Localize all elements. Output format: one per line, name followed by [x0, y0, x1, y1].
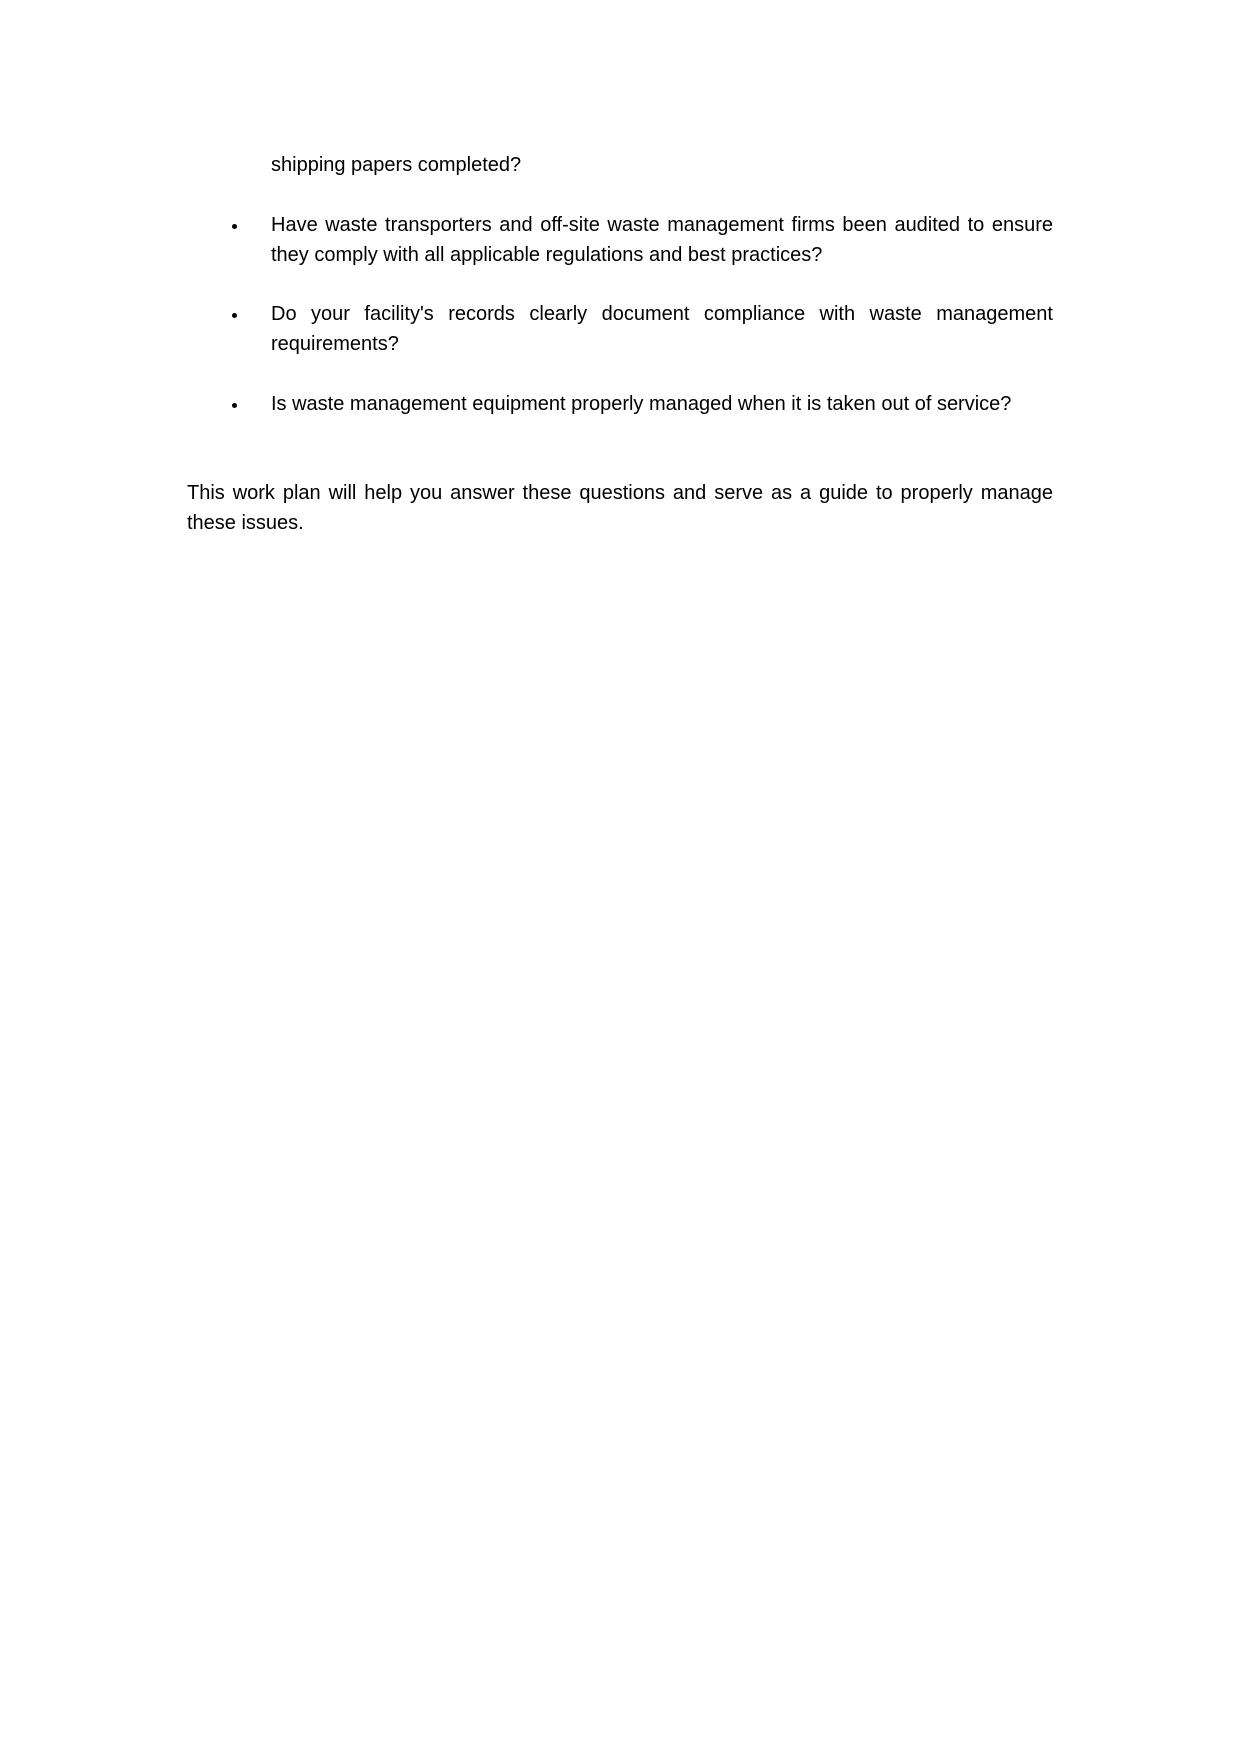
continuation-text: shipping papers completed?: [271, 154, 522, 176]
bullet-icon: [232, 313, 237, 318]
list-item-text: Do your facility's records clearly document compliance with waste management requirements?: [271, 303, 1053, 355]
list-item-text: Is waste management equipment properly managed when it is taken out of service?: [271, 393, 1012, 415]
bullet-icon: [232, 403, 237, 408]
closing-paragraph: This work plan will help you answer these questions and serve as a guide to properly manage these issues.: [187, 482, 1053, 534]
bullet-icon: [232, 224, 237, 229]
list-item-text: Have waste transporters and off-site waste management firms been audited to ensure they comply with all applicable regulations and best practices?: [271, 214, 1053, 266]
